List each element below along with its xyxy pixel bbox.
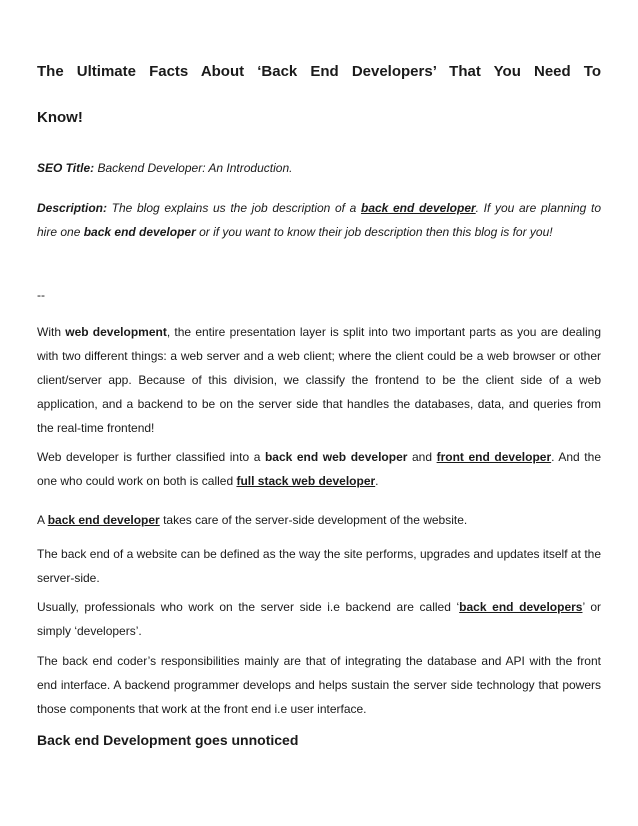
seo-title-line [37, 156, 601, 180]
front-end-developer-link[interactable]: front end developer [436, 450, 552, 464]
description-paragraph [37, 196, 601, 244]
description-text: The blog explains us the job description of a [107, 201, 361, 215]
paragraph-text: , the entire presentation layer is split into two important parts as you are dealing with two different things: a web server and a web client; where the client could be a web browser or other client/server app. Because of this division, we classify the frontend to be the client side of a web application, and a backend to be on the server side that handles the databases, data, and queries from the real-time frontend! [37, 325, 601, 435]
paragraph-web-development [37, 320, 601, 440]
paragraph-text: Usually, professionals who work on the server side i.e backend are called ‘ [37, 600, 460, 614]
title-line-1: The Ultimate Facts About ‘Back End Developers’ That You Need To [37, 63, 601, 80]
paragraph-text: ’ or simply ‘developers’. [37, 600, 602, 638]
paragraph-back-end-role [37, 508, 601, 532]
description-label: Description: [37, 201, 108, 215]
bold-phrase: back end web developer [264, 450, 408, 464]
page-title [37, 58, 601, 131]
seo-title-value: Backend Developer: An Introduction. [94, 161, 293, 175]
back-end-developer-link[interactable]: back end developer [47, 513, 160, 527]
paragraph-responsibilities: The back end coder’s responsibilities mainly are that of integrating the database and API with the front end interface. A backend programmer develops and helps sustain the server side technology that powers those components that work at the front end i.e user interface. [37, 654, 601, 716]
paragraph-text: and [407, 450, 437, 464]
paragraph-classification [37, 445, 601, 493]
description-text: . If you are planning to hire one [37, 201, 601, 239]
paragraph-text: . [375, 474, 379, 488]
separator: -- [37, 288, 45, 302]
paragraph-back-end-definition: The back end of a website can be defined as the way the site performs, upgrades and updates itself at the server-side. [37, 547, 601, 585]
paragraph-text: takes care of the server-side development of the website. [159, 513, 468, 527]
seo-title-label: SEO Title: [37, 161, 95, 175]
back-end-developers-link[interactable]: back end developers [459, 600, 583, 614]
bold-phrase: web development [65, 325, 167, 339]
title-line-2: Know! [37, 109, 83, 126]
back-end-developer-link[interactable]: back end developer [360, 201, 476, 215]
paragraph-text: Web developer is further classified into a [37, 450, 265, 464]
full-stack-web-developer-link[interactable]: full stack web developer [236, 474, 376, 488]
section-heading: Back end Development goes unnoticed [37, 732, 299, 748]
paragraph-professionals [37, 595, 601, 643]
paragraph-text: . And the one who could work on both is called [37, 450, 601, 488]
description-text: or if you want to know their job description then this blog is for you! [195, 225, 553, 239]
bold-phrase: back end developer [83, 225, 196, 239]
paragraph-text: With [37, 325, 66, 339]
paragraph-text: A [37, 513, 48, 527]
